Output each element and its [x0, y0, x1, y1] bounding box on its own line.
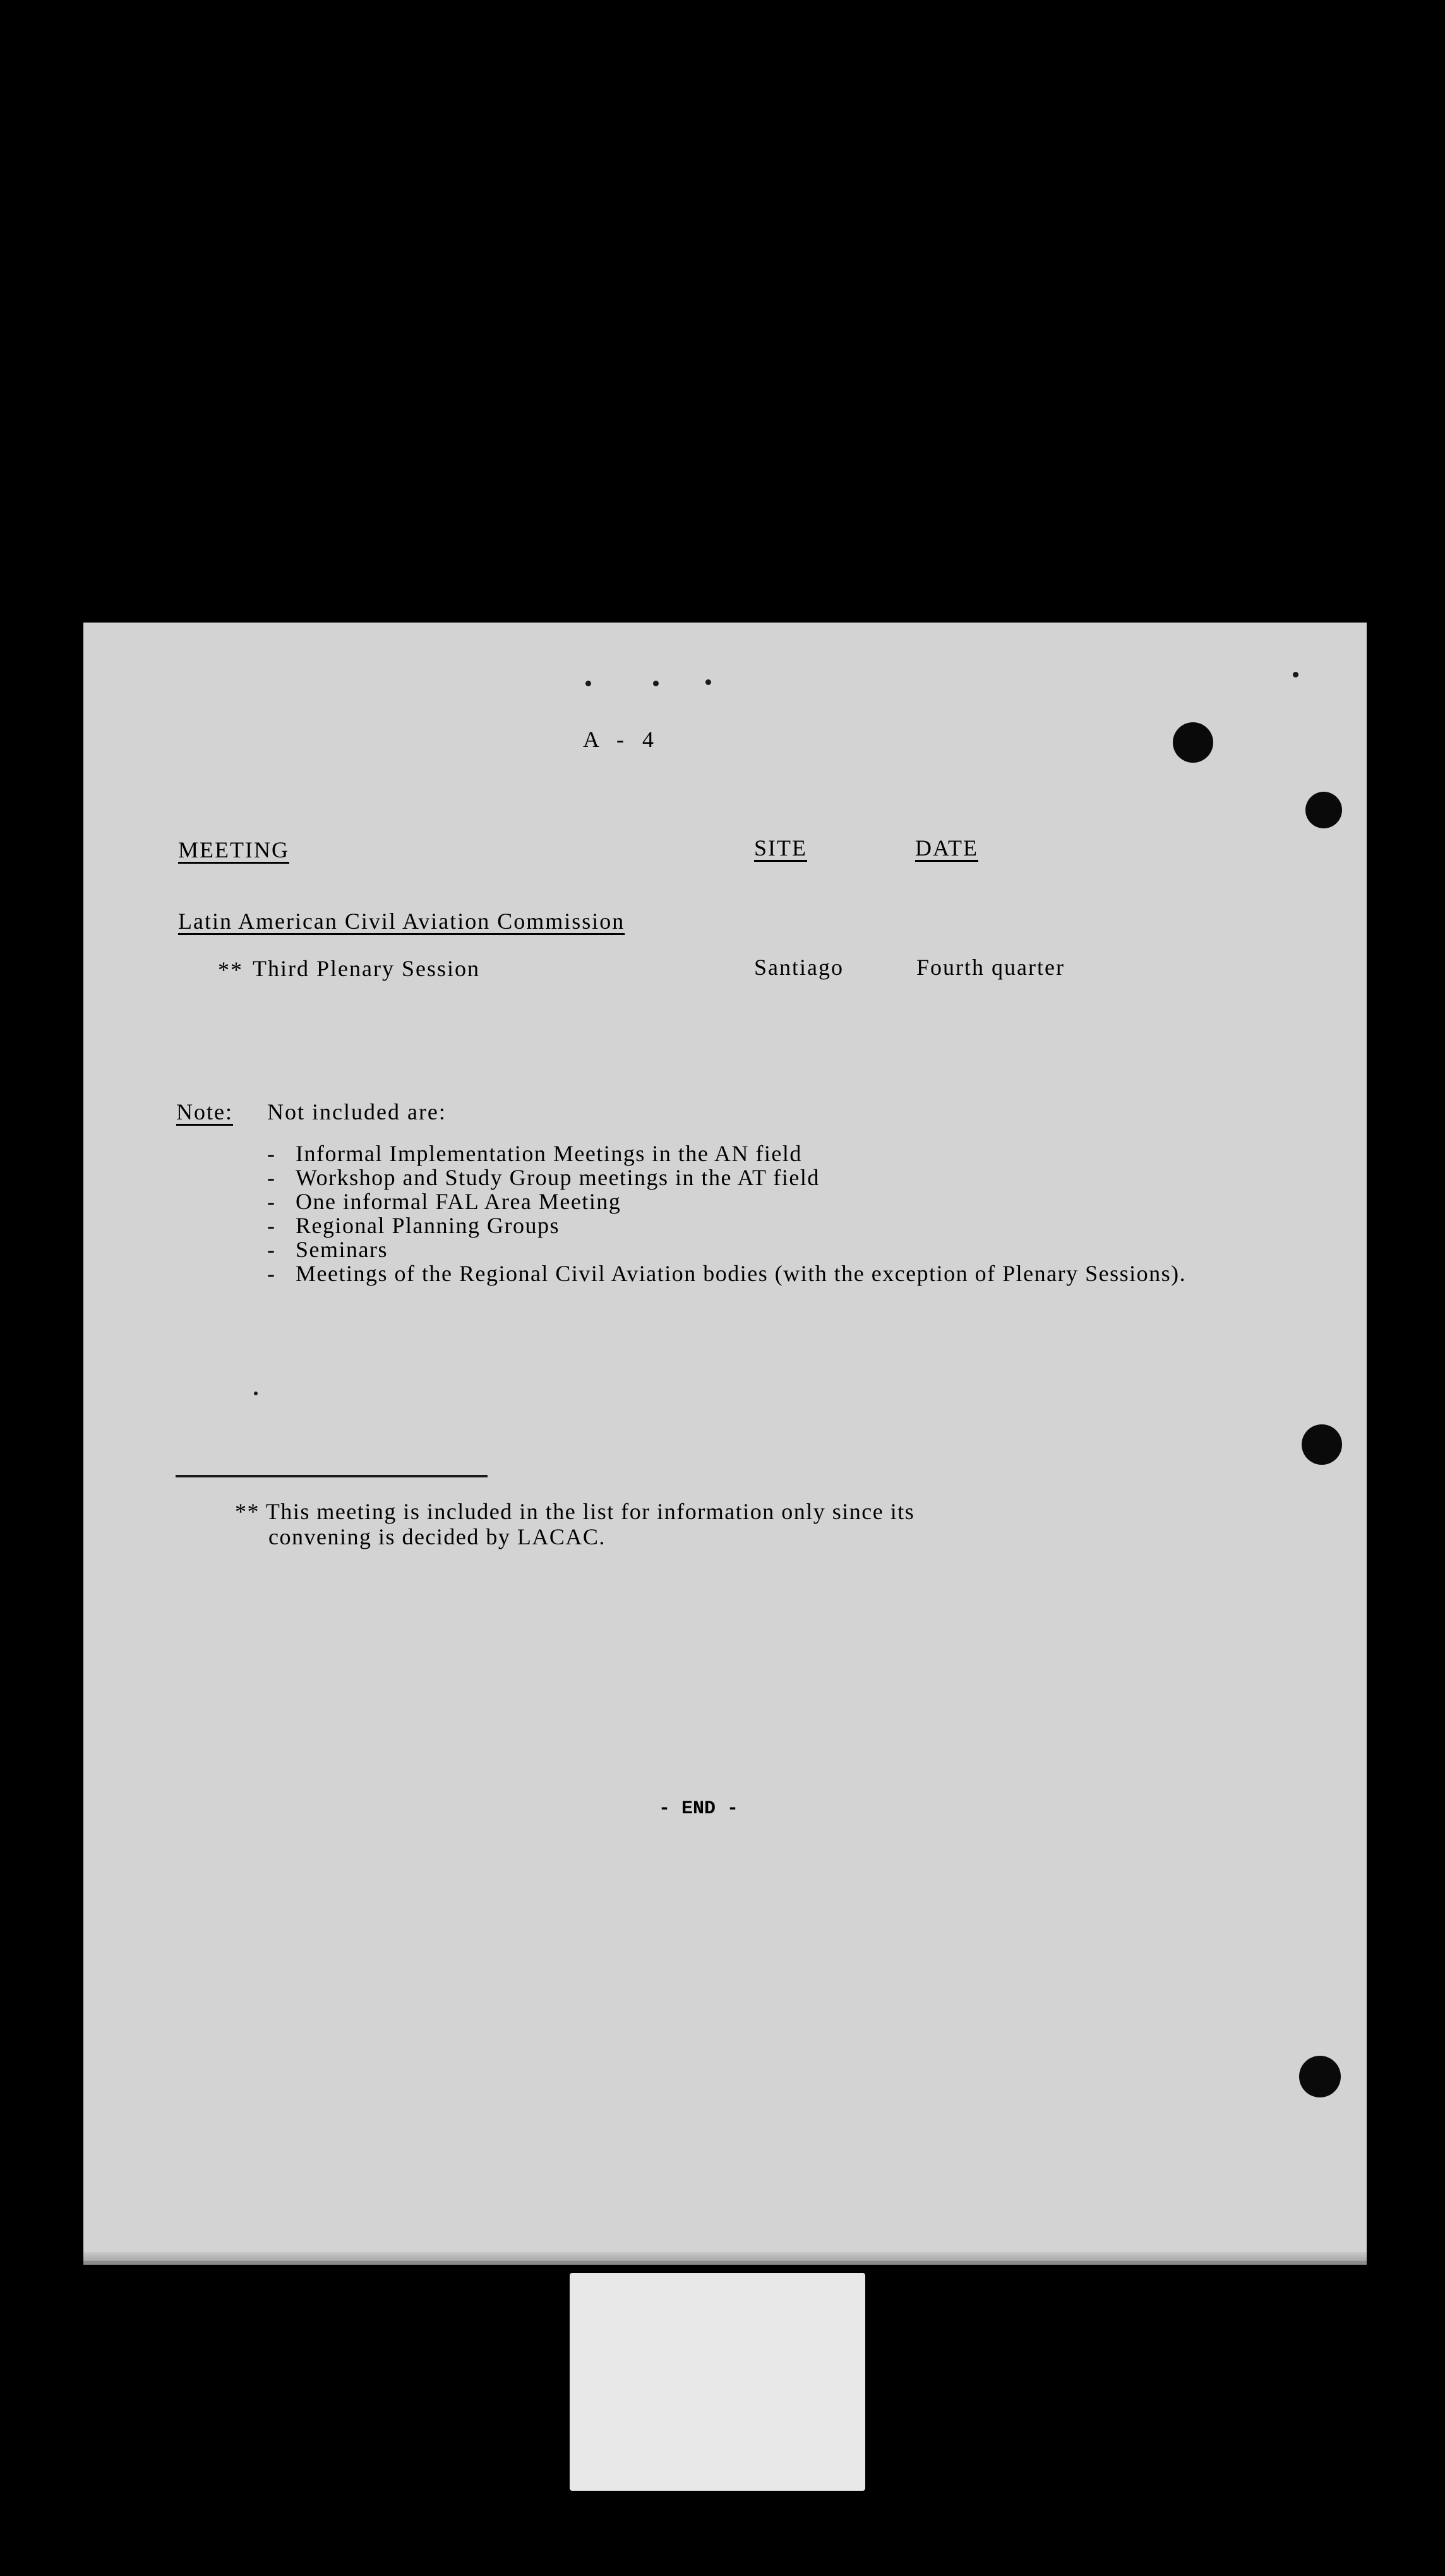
speck	[653, 681, 659, 686]
speck	[705, 679, 711, 685]
excluded-meetings-list	[267, 1142, 1192, 1285]
punch-hole-middle	[1302, 1424, 1342, 1465]
list-item-text: Informal Implementation Meetings in the AN field	[296, 1141, 802, 1166]
list-item-text: Seminars	[296, 1237, 388, 1262]
header-site: SITE	[754, 835, 807, 861]
list-item: - Meetings of the Regional Civil Aviation bodies (with the exception of Plenary Sessions).	[267, 1261, 1187, 1286]
speck	[1293, 672, 1298, 677]
document-page	[83, 623, 1367, 2261]
list-item: - Regional Planning Groups	[267, 1213, 560, 1238]
footnote	[235, 1499, 914, 1549]
paper-slip	[570, 2273, 865, 2491]
punch-hole-edge	[1305, 792, 1342, 828]
list-item-text: Regional Planning Groups	[296, 1213, 560, 1238]
commission-title: Latin American Civil Aviation Commission	[178, 909, 625, 934]
list-item-text: Workshop and Study Group meetings in the AT field	[296, 1165, 820, 1190]
list-item: - Workshop and Study Group meetings in the AT field	[267, 1165, 820, 1190]
note-label: Note:	[176, 1099, 233, 1124]
entry-date: Fourth quarter	[916, 955, 1065, 980]
note-intro: Not included are:	[267, 1099, 447, 1124]
list-item-text: Meetings of the Regional Civil Aviation bodies (with the exception of Plenary Sessions).	[296, 1261, 1187, 1286]
list-item-text: One informal FAL Area Meeting	[296, 1189, 621, 1214]
footnote-line-1: ** This meeting is included in the list for information only since its	[235, 1499, 915, 1524]
list-item: - Seminars	[267, 1237, 388, 1262]
list-item: - One informal FAL Area Meeting	[267, 1189, 621, 1214]
speck	[254, 1392, 258, 1395]
footnote-rule	[176, 1475, 488, 1477]
entry-site: Santiago	[754, 955, 844, 980]
header-date: DATE	[915, 835, 978, 861]
speck	[585, 681, 591, 686]
page-number: A - 4	[583, 727, 660, 752]
entry-marker: **	[218, 957, 243, 982]
list-item: - Informal Implementation Meetings in the AN field	[267, 1141, 802, 1166]
entry-meeting: Third Plenary Session	[253, 956, 480, 981]
punch-hole-top	[1173, 722, 1213, 763]
footnote-line-2: convening is decided by LACAC.	[268, 1524, 606, 1549]
punch-hole-bottom	[1299, 2056, 1341, 2097]
end-mark: - END -	[659, 1798, 739, 1820]
header-meeting: MEETING	[178, 837, 289, 862]
